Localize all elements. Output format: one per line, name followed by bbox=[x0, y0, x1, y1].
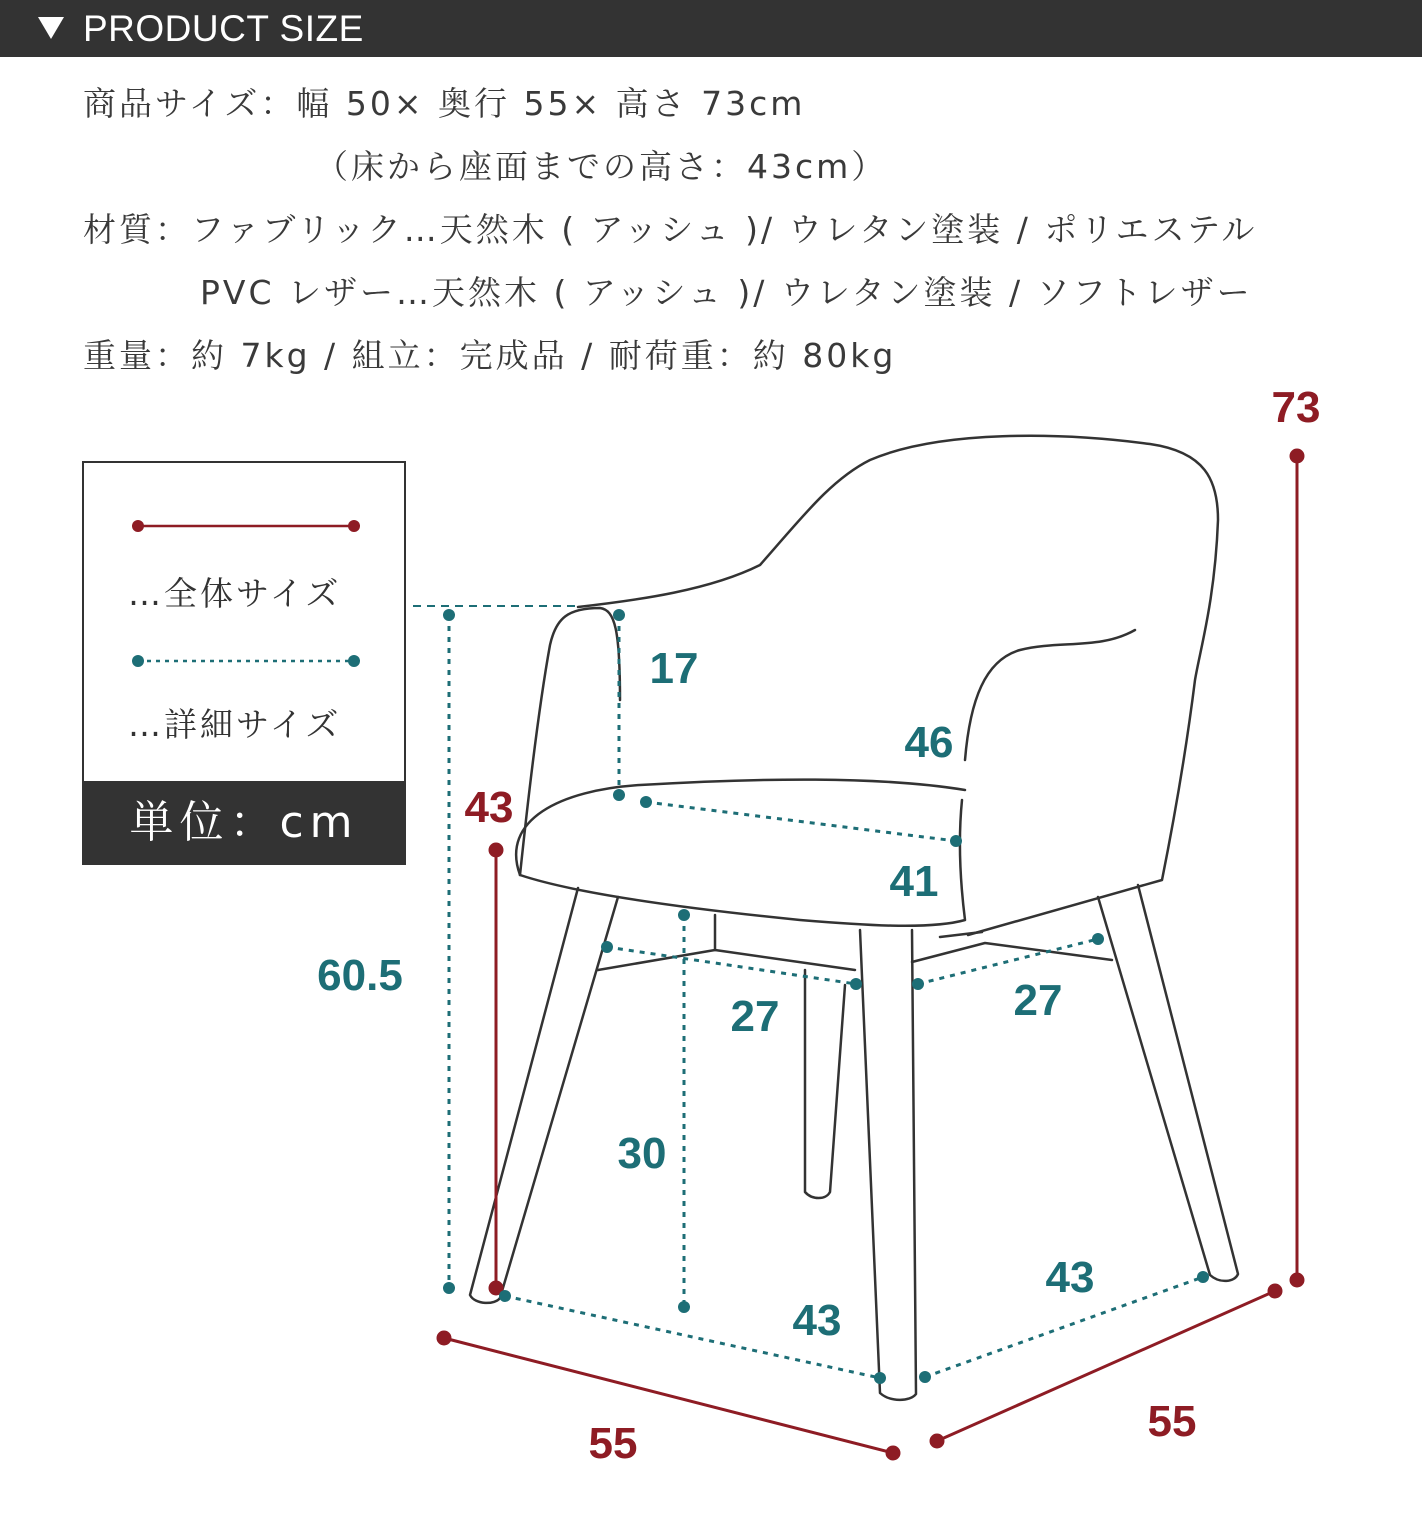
spec-weight: 重量：約 7kg / 組立：完成品 / 耐荷重：約 80kg bbox=[83, 336, 897, 375]
dim-arm-from-seat: 17 bbox=[649, 644, 699, 693]
dim-depth-total: 55 bbox=[1147, 1397, 1197, 1446]
dim-seat-depth: 41 bbox=[889, 857, 939, 906]
dim-width-total: 55 bbox=[588, 1419, 638, 1468]
section-title: PRODUCT SIZE bbox=[83, 8, 364, 49]
spec-seat-height: （床から座面までの高さ：43cm） bbox=[315, 147, 888, 186]
chair-outline bbox=[470, 436, 1238, 1400]
dim-stretcher-height: 30 bbox=[617, 1129, 667, 1178]
dim-leg-span-left: 27 bbox=[730, 992, 780, 1041]
dim-height-total: 73 bbox=[1271, 383, 1321, 432]
unit-label: 単位：cm bbox=[129, 797, 359, 848]
dim-floor-front: 43 bbox=[792, 1296, 842, 1345]
dim-floor-side: 43 bbox=[1045, 1253, 1095, 1302]
legend-detail-label: …詳細サイズ bbox=[128, 705, 342, 744]
legend-overall-label: …全体サイズ bbox=[128, 574, 342, 613]
dim-arm-height: 60.5 bbox=[317, 951, 403, 1000]
spec-size: 商品サイズ：幅 50× 奥行 55× 高さ 73cm bbox=[83, 84, 806, 123]
spec-material-pvc: PVC レザー…天然木 ( アッシュ )/ ウレタン塗装 / ソフトレザー bbox=[200, 273, 1253, 312]
overall-dimensions bbox=[438, 450, 1303, 1459]
spec-material-fabric: 材質：ファブリック…天然木 ( アッシュ )/ ウレタン塗装 / ポリエステル bbox=[83, 210, 1258, 249]
dim-leg-span-right: 27 bbox=[1013, 976, 1063, 1025]
dim-seat-width: 46 bbox=[904, 718, 954, 767]
dim-seat-height: 43 bbox=[464, 783, 514, 832]
